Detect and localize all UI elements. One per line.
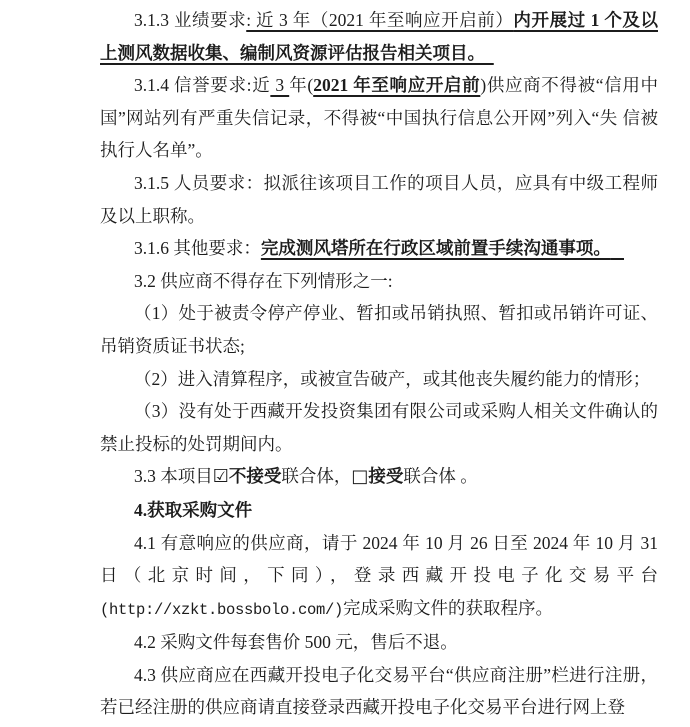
para-3-3-consortium-text: 3.3 本项目 <box>134 466 213 487</box>
para-4-1-obtain-period-text: 4.1 有意响应的供应商，请于 2024 年 10 月 26 日至 2024 年 10 月 31 日（北京时间，下同），登录西藏开投电子化交易平台 <box>100 532 658 586</box>
para-3-2-item-2 <box>100 363 658 396</box>
para-3-1-5-personnel-requirement <box>100 167 658 232</box>
para-3-1-3-performance-requirement-text <box>485 43 494 63</box>
para-4-1-obtain-period <box>100 527 658 627</box>
heading-4-obtain-procurement-documents <box>100 494 658 527</box>
para-3-3-consortium-text: 联合体 。 <box>403 466 478 487</box>
para-3-1-4-credit-requirement-text: 3 <box>270 75 290 96</box>
para-3-2-prohibited-situations <box>100 265 658 298</box>
para-3-1-6-other-requirement-text <box>611 238 624 258</box>
para-3-3-consortium <box>100 460 658 494</box>
para-3-1-6-other-requirement-text: 3.1.6 其他要求： <box>134 238 261 259</box>
para-4-3-supplier-registration-text: 4.3 供应商应在西藏开投电子化交易平台“供应商注册”栏进行注册，若已经注册的供应商请直接登录西藏开投电子化交易平台进行网上登 <box>100 664 658 718</box>
document-body <box>100 4 658 724</box>
para-3-2-item-3-text: （3）没有处于西藏开发投资集团有限公司或采购人相关文件确认的禁止投标的处罚期间内。 <box>100 401 658 454</box>
para-3-3-consortium-text: 不接受 <box>228 466 282 487</box>
para-3-1-6-other-requirement-text: 完成测风塔所在行政区域前置手续沟通事项。 <box>260 238 611 259</box>
checkbox-checked-icon: ☑ <box>212 466 229 488</box>
para-3-1-3-performance-requirement-text: 内开展过 1 个及以上测风数据收集、编制风资源评估报告相关项目。 <box>100 10 658 63</box>
checkbox-unchecked-icon: □ <box>351 466 369 488</box>
platform-url: (http://xzkt.bossbolo.com/) <box>100 600 344 619</box>
para-3-2-item-1 <box>100 297 658 362</box>
para-3-1-4-credit-requirement-text: )供应商不得被“信用中国”网站列有严重失信记录，不得被“中国执行信息公开网”列入“失 信被执行人名单”。 <box>100 75 659 161</box>
heading-4-obtain-procurement-documents-text: 4.获取采购文件 <box>134 499 253 520</box>
para-4-2-document-price-text: 4.2 采购文件每套售价 500 元，售后不退。 <box>134 632 458 653</box>
para-4-3-supplier-registration <box>100 659 658 724</box>
para-3-1-3-performance-requirement-text: : 近 3 年（2021 年至响应开启前） <box>246 10 514 30</box>
para-3-1-3-performance-requirement-text: 3.1.3 业绩要求 <box>134 10 247 30</box>
para-3-2-item-1-text: （1）处于被责令停产停业、暂扣或吊销执照、暂扣或吊销许可证、吊销资质证书状态; <box>100 303 658 356</box>
para-3-1-4-credit-requirement-text: 3.1.4 信誉要求:近 <box>134 75 271 96</box>
para-3-1-5-personnel-requirement-text: 3.1.5 人员要求：拟派往该项目工作的项目人员，应具有中级工程师及以上职称。 <box>100 172 658 226</box>
para-3-1-4-credit-requirement-text: 2021 年至响应开启前 <box>313 75 481 96</box>
para-3-1-3-performance-requirement <box>100 4 658 69</box>
para-3-2-prohibited-situations-text: 3.2 供应商不得存在下列情形之一: <box>134 270 393 291</box>
para-3-2-item-3 <box>100 395 658 460</box>
para-3-2-item-2-text: （2）进入清算程序，或被宣告破产，或其他丧失履约能力的情形； <box>134 368 651 389</box>
para-3-1-4-credit-requirement-text: 年( <box>289 75 314 96</box>
para-3-1-6-other-requirement <box>100 232 658 265</box>
para-4-2-document-price <box>100 626 658 659</box>
para-3-3-consortium-text: 接受 <box>368 466 404 487</box>
para-3-1-4-credit-requirement <box>100 69 658 167</box>
para-3-3-consortium-text: 联合体， <box>281 466 352 487</box>
para-4-1-obtain-period-text: 完成采购文件的获取程序。 <box>343 597 554 618</box>
